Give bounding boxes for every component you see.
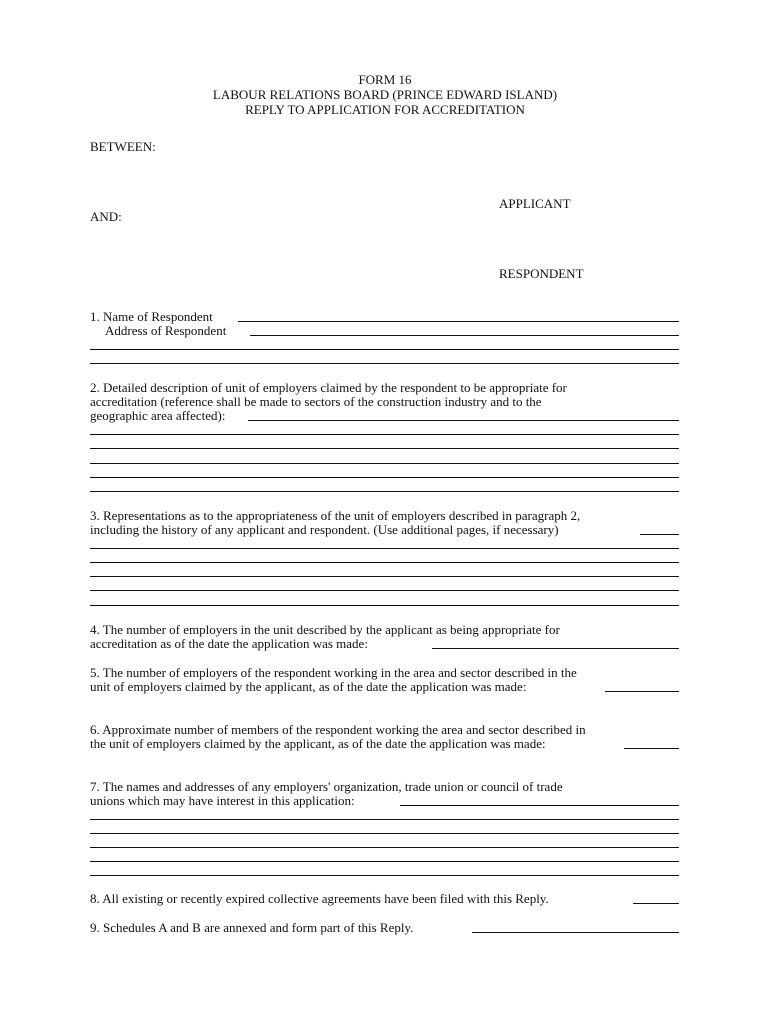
q9-text: 9. Schedules A and B are annexed and form part of this Reply. [90,920,414,935]
interested-parties-line-3[interactable] [90,833,679,834]
unit-description-line-3[interactable] [90,448,679,449]
representations-field[interactable] [640,534,679,535]
unit-description-line-6[interactable] [90,491,679,492]
interested-parties-line-2[interactable] [90,819,679,820]
respondent-address-line-2[interactable] [90,349,679,350]
q5-text-line-1: 5. The number of employers of the respondent working in the area and sector described in the [90,665,577,680]
q4-text-line-1: 4. The number of employers in the unit described by the applicant as being appropriate for [90,622,560,637]
respondent-label: RESPONDENT [499,266,584,281]
form-number: FORM 16 [358,72,412,87]
q8-text: 8. All existing or recently expired collective agreements have been filed with this Reply. [90,891,549,906]
representations-line-4[interactable] [90,576,679,577]
respondent-employer-count-field[interactable] [605,691,679,692]
q7-text-line-1: 7. The names and addresses of any employers' organization, trade union or council of trade [90,779,563,794]
interested-parties-line-5[interactable] [90,861,679,862]
q6-text-line-1: 6. Approximate number of members of the respondent working the area and sector described in [90,722,586,737]
board-name: LABOUR RELATIONS BOARD (PRINCE EDWARD ISLAND) [212,87,558,102]
representations-line-5[interactable] [90,590,679,591]
q2-text-line-2: accreditation (reference shall be made to sectors of the construction industry and to the [90,394,542,409]
q1-name-label: 1. Name of Respondent [90,309,213,324]
q5-text-line-2: unit of employers claimed by the applicant, as of the date the application was made: [90,679,527,694]
representations-line-6[interactable] [90,605,679,606]
unit-description-line-4[interactable] [90,463,679,464]
form-title: REPLY TO APPLICATION FOR ACCREDITATION [245,102,525,117]
unit-description-line-2[interactable] [90,434,679,435]
interested-parties-line-6[interactable] [90,875,679,876]
unit-description-field[interactable] [248,420,679,421]
respondent-name-field[interactable] [238,321,679,322]
representations-line-3[interactable] [90,562,679,563]
interested-parties-line-4[interactable] [90,847,679,848]
applicant-label: APPLICANT [499,196,571,211]
q2-text-line-1: 2. Detailed description of unit of employers claimed by the respondent to be appropriate for [90,380,567,395]
q4-text-line-2: accreditation as of the date the application was made: [90,636,368,651]
and-label: AND: [90,209,122,224]
q3-text-line-2: including the history of any applicant and respondent. (Use additional pages, if necessary) [90,522,559,537]
employer-count-field[interactable] [432,648,679,649]
representations-line-2[interactable] [90,548,679,549]
q2-text-line-3: geographic area affected): [90,408,226,423]
q3-text-line-1: 3. Representations as to the appropriateness of the unit of employers described in paragraph 2, [90,508,581,523]
member-count-field[interactable] [624,748,679,749]
schedules-annexed-field[interactable] [472,932,679,933]
q6-text-line-2: the unit of employers claimed by the applicant, as of the date the application was made: [90,736,546,751]
q1-address-label: Address of Respondent [105,323,227,338]
q7-text-line-2: unions which may have interest in this application: [90,793,355,808]
respondent-address-line-3[interactable] [90,363,679,364]
respondent-address-field[interactable] [250,335,679,336]
interested-parties-field[interactable] [400,805,679,806]
unit-description-line-5[interactable] [90,477,679,478]
agreements-filed-field[interactable] [633,903,679,904]
between-label: BETWEEN: [90,139,156,154]
